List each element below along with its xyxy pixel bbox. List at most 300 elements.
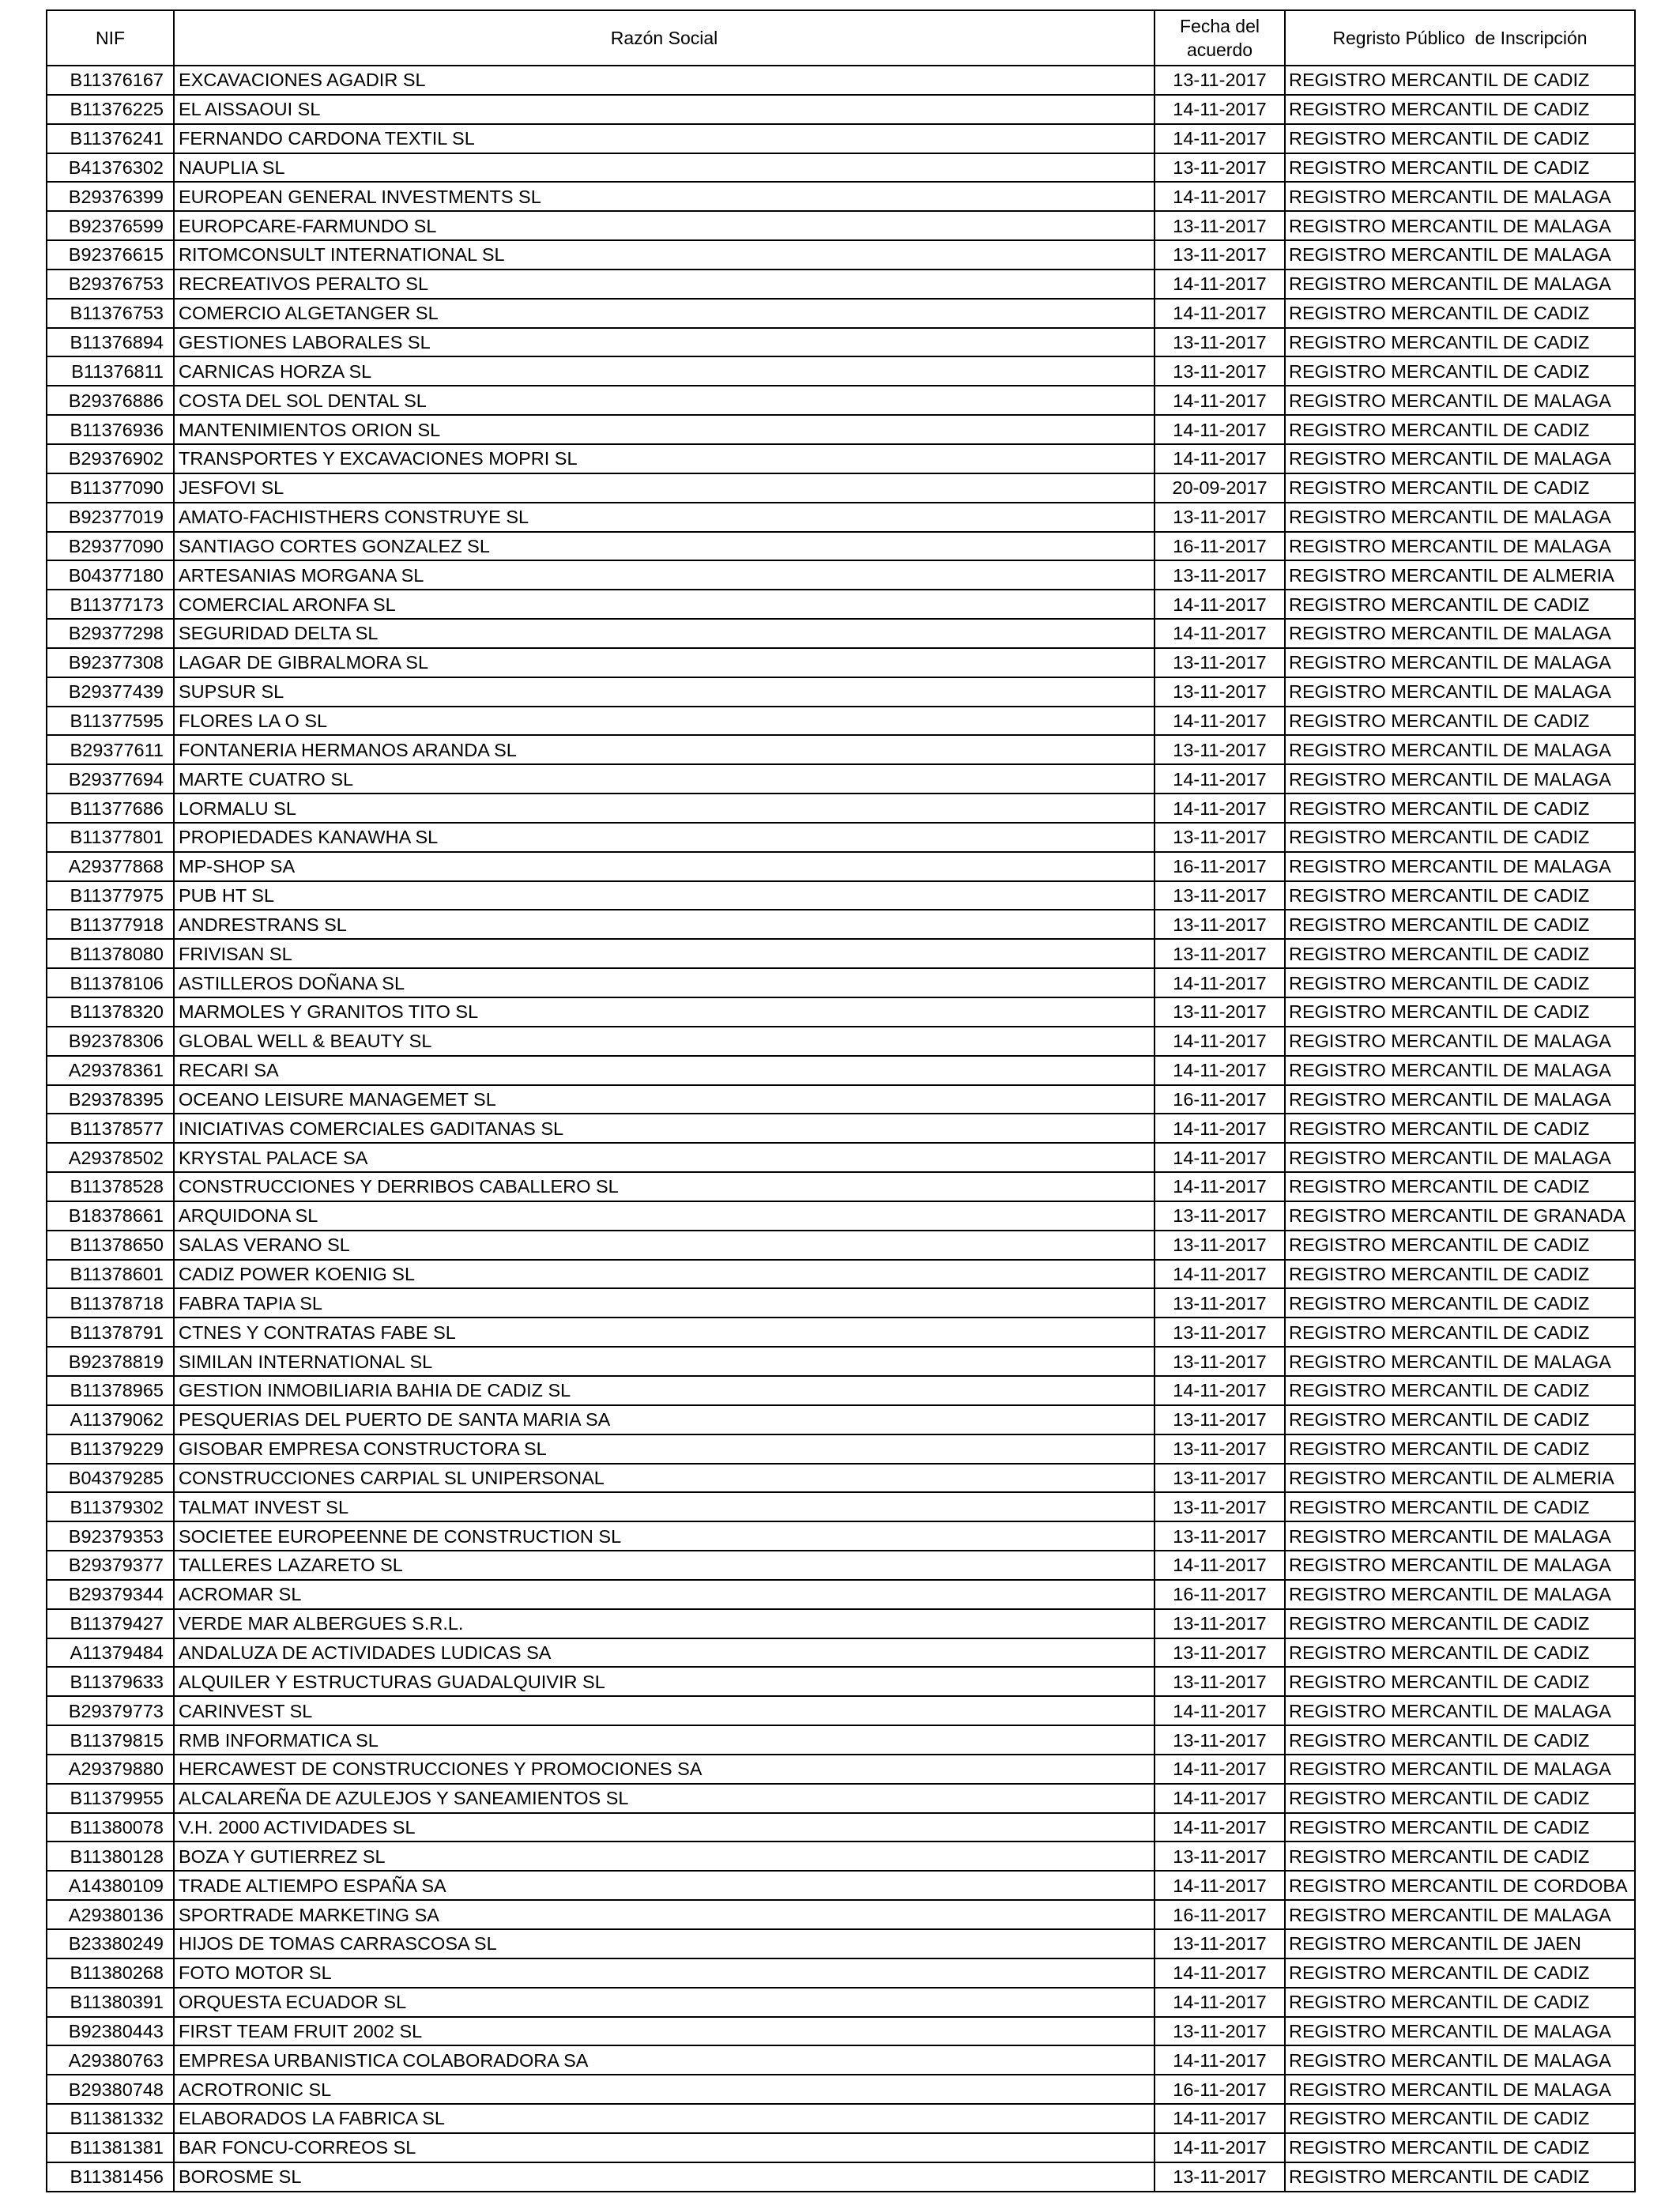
cell-nif: B11376225: [47, 95, 174, 124]
cell-registro: REGISTRO MERCANTIL DE MALAGA: [1285, 1347, 1635, 1376]
table-row: [47, 910, 1635, 939]
cell-registro: REGISTRO MERCANTIL DE MALAGA: [1285, 503, 1635, 532]
cell-razon-social: SOCIETEE EUROPEENNE DE CONSTRUCTION SL: [174, 1521, 1155, 1551]
cell-razon-social: LAGAR DE GIBRALMORA SL: [174, 648, 1155, 677]
cell-fecha: 13-11-2017: [1155, 1201, 1285, 1231]
cell-fecha: 13-11-2017: [1155, 881, 1285, 910]
table-row: [47, 1958, 1635, 1988]
cell-razon-social: CONSTRUCCIONES CARPIAL SL UNIPERSONAL: [174, 1464, 1155, 1493]
cell-nif: B41376302: [47, 153, 174, 183]
cell-nif: B29380748: [47, 2075, 174, 2104]
cell-fecha: 13-11-2017: [1155, 823, 1285, 852]
cell-fecha: 13-11-2017: [1155, 153, 1285, 183]
cell-fecha: 14-11-2017: [1155, 1114, 1285, 1143]
cell-registro: REGISTRO MERCANTIL DE MALAGA: [1285, 764, 1635, 794]
cell-registro: REGISTRO MERCANTIL DE CADIZ: [1285, 1609, 1635, 1638]
cell-registro: REGISTRO MERCANTIL DE MALAGA: [1285, 2045, 1635, 2075]
cell-razon-social: GISOBAR EMPRESA CONSTRUCTORA SL: [174, 1434, 1155, 1464]
table-row: [47, 1288, 1635, 1318]
cell-registro: REGISTRO MERCANTIL DE CADIZ: [1285, 299, 1635, 328]
cell-nif: B11379815: [47, 1725, 174, 1755]
table-row: [47, 444, 1635, 473]
table-row: [47, 1434, 1635, 1464]
cell-razon-social: COMERCIAL ARONFA SL: [174, 590, 1155, 619]
cell-fecha: 14-11-2017: [1155, 1871, 1285, 1900]
table-row: [47, 2075, 1635, 2104]
cell-razon-social: EUROPCARE-FARMUNDO SL: [174, 211, 1155, 240]
table-row: [47, 415, 1635, 444]
cell-nif: B11378577: [47, 1114, 174, 1143]
cell-fecha: 13-11-2017: [1155, 677, 1285, 707]
cell-registro: REGISTRO MERCANTIL DE CADIZ: [1285, 2133, 1635, 2162]
cell-fecha: 14-11-2017: [1155, 707, 1285, 736]
cell-razon-social: EXCAVACIONES AGADIR SL: [174, 66, 1155, 95]
cell-fecha: 14-11-2017: [1155, 299, 1285, 328]
cell-razon-social: FOTO MOTOR SL: [174, 1958, 1155, 1988]
table-row: [47, 590, 1635, 619]
cell-registro: REGISTRO MERCANTIL DE CADIZ: [1285, 794, 1635, 823]
cell-fecha: 14-11-2017: [1155, 444, 1285, 473]
cell-nif: B11377918: [47, 910, 174, 939]
table-row: [47, 1492, 1635, 1521]
cell-nif: B11376811: [47, 356, 174, 386]
cell-nif: A29378502: [47, 1143, 174, 1172]
cell-registro: REGISTRO MERCANTIL DE CADIZ: [1285, 1492, 1635, 1521]
cell-fecha: 13-11-2017: [1155, 1464, 1285, 1493]
cell-razon-social: HERCAWEST DE CONSTRUCCIONES Y PROMOCIONES SA: [174, 1755, 1155, 1784]
cell-registro: REGISTRO MERCANTIL DE CADIZ: [1285, 1405, 1635, 1434]
cell-fecha: 14-11-2017: [1155, 270, 1285, 299]
table-row: [47, 735, 1635, 764]
cell-fecha: 14-11-2017: [1155, 1813, 1285, 1842]
cell-nif: B92378819: [47, 1347, 174, 1376]
cell-registro: REGISTRO MERCANTIL DE MALAGA: [1285, 182, 1635, 211]
table-row: [47, 619, 1635, 648]
cell-fecha: 14-11-2017: [1155, 764, 1285, 794]
cell-registro: REGISTRO MERCANTIL DE ALMERIA: [1285, 1464, 1635, 1493]
cell-nif: A14380109: [47, 1871, 174, 1900]
cell-nif: B11381332: [47, 2104, 174, 2133]
cell-razon-social: COSTA DEL SOL DENTAL SL: [174, 386, 1155, 415]
cell-razon-social: RMB INFORMATICA SL: [174, 1725, 1155, 1755]
cell-fecha: 16-11-2017: [1155, 1900, 1285, 1929]
cell-fecha: 13-11-2017: [1155, 328, 1285, 357]
cell-nif: A29377868: [47, 852, 174, 881]
cell-fecha: 13-11-2017: [1155, 1405, 1285, 1434]
cell-nif: B11379955: [47, 1784, 174, 1813]
cell-nif: B11376241: [47, 124, 174, 153]
cell-fecha: 14-11-2017: [1155, 182, 1285, 211]
cell-razon-social: FLORES LA O SL: [174, 707, 1155, 736]
table-row: [47, 328, 1635, 357]
cell-razon-social: EMPRESA URBANISTICA COLABORADORA SA: [174, 2045, 1155, 2075]
cell-registro: REGISTRO MERCANTIL DE MALAGA: [1285, 444, 1635, 473]
cell-fecha: 14-11-2017: [1155, 95, 1285, 124]
cell-nif: B11376753: [47, 299, 174, 328]
cell-registro: REGISTRO MERCANTIL DE CADIZ: [1285, 939, 1635, 968]
cell-nif: B11378528: [47, 1172, 174, 1201]
table-row: [47, 1085, 1635, 1114]
table-row: [47, 182, 1635, 211]
header-fecha-acuerdo: Fecha del acuerdo: [1155, 10, 1285, 66]
cell-razon-social: CONSTRUCCIONES Y DERRIBOS CABALLERO SL: [174, 1172, 1155, 1201]
table-row: [47, 1696, 1635, 1725]
cell-fecha: 14-11-2017: [1155, 1696, 1285, 1725]
table-row: [47, 1027, 1635, 1056]
cell-nif: B18378661: [47, 1201, 174, 1231]
cell-razon-social: ANDALUZA DE ACTIVIDADES LUDICAS SA: [174, 1638, 1155, 1668]
cell-nif: B92377019: [47, 503, 174, 532]
cell-razon-social: ASTILLEROS DOÑANA SL: [174, 968, 1155, 997]
table-row: [47, 1521, 1635, 1551]
cell-fecha: 13-11-2017: [1155, 1288, 1285, 1318]
cell-fecha: 14-11-2017: [1155, 1027, 1285, 1056]
cell-razon-social: MP-SHOP SA: [174, 852, 1155, 881]
table-row: [47, 707, 1635, 736]
registry-table: [46, 9, 1636, 2192]
cell-fecha: 14-11-2017: [1155, 2045, 1285, 2075]
table-row: [47, 1260, 1635, 1289]
cell-razon-social: MARMOLES Y GRANITOS TITO SL: [174, 997, 1155, 1027]
cell-nif: B92378306: [47, 1027, 174, 1056]
cell-fecha: 13-11-2017: [1155, 2017, 1285, 2046]
cell-registro: REGISTRO MERCANTIL DE CADIZ: [1285, 1988, 1635, 2017]
table-row: [47, 1784, 1635, 1813]
cell-fecha: 20-09-2017: [1155, 473, 1285, 503]
cell-fecha: 13-11-2017: [1155, 356, 1285, 386]
cell-registro: REGISTRO MERCANTIL DE CADIZ: [1285, 1288, 1635, 1318]
cell-registro: REGISTRO MERCANTIL DE CADIZ: [1285, 95, 1635, 124]
cell-nif: B29377694: [47, 764, 174, 794]
cell-razon-social: MARTE CUATRO SL: [174, 764, 1155, 794]
cell-razon-social: ORQUESTA ECUADOR SL: [174, 1988, 1155, 2017]
cell-registro: REGISTRO MERCANTIL DE MALAGA: [1285, 677, 1635, 707]
cell-razon-social: EL AISSAOUI SL: [174, 95, 1155, 124]
cell-razon-social: SALAS VERANO SL: [174, 1231, 1155, 1260]
table-row: [47, 1405, 1635, 1434]
cell-razon-social: SPORTRADE MARKETING SA: [174, 1900, 1155, 1929]
table-row: [47, 1842, 1635, 1871]
cell-registro: REGISTRO MERCANTIL DE MALAGA: [1285, 1143, 1635, 1172]
table-row: [47, 1871, 1635, 1900]
table-row: [47, 794, 1635, 823]
cell-fecha: 16-11-2017: [1155, 852, 1285, 881]
cell-nif: B04377180: [47, 560, 174, 590]
cell-registro: REGISTRO MERCANTIL DE CADIZ: [1285, 707, 1635, 736]
cell-nif: B11377801: [47, 823, 174, 852]
cell-razon-social: NAUPLIA SL: [174, 153, 1155, 183]
cell-registro: REGISTRO MERCANTIL DE CADIZ: [1285, 968, 1635, 997]
header-nif: NIF: [47, 10, 174, 66]
cell-razon-social: FIRST TEAM FRUIT 2002 SL: [174, 2017, 1155, 2046]
cell-nif: B11378320: [47, 997, 174, 1027]
cell-razon-social: MANTENIMIENTOS ORION SL: [174, 415, 1155, 444]
table-row: [47, 1056, 1635, 1085]
table-row: [47, 1201, 1635, 1231]
table-row: [47, 503, 1635, 532]
table-row: [47, 299, 1635, 328]
cell-fecha: 14-11-2017: [1155, 386, 1285, 415]
table-row: [47, 764, 1635, 794]
cell-registro: REGISTRO MERCANTIL DE ALMERIA: [1285, 560, 1635, 590]
cell-fecha: 14-11-2017: [1155, 1056, 1285, 1085]
cell-registro: REGISTRO MERCANTIL DE CADIZ: [1285, 1318, 1635, 1347]
cell-nif: B11378080: [47, 939, 174, 968]
cell-fecha: 16-11-2017: [1155, 1580, 1285, 1609]
cell-fecha: 13-11-2017: [1155, 735, 1285, 764]
table-row: [47, 1114, 1635, 1143]
cell-registro: REGISTRO MERCANTIL DE MALAGA: [1285, 1755, 1635, 1784]
table-row: [47, 211, 1635, 240]
table-row: [47, 473, 1635, 503]
cell-registro: REGISTRO MERCANTIL DE CADIZ: [1285, 1638, 1635, 1668]
cell-razon-social: ELABORADOS LA FABRICA SL: [174, 2104, 1155, 2133]
cell-fecha: 13-11-2017: [1155, 939, 1285, 968]
cell-nif: B11379302: [47, 1492, 174, 1521]
cell-registro: REGISTRO MERCANTIL DE MALAGA: [1285, 386, 1635, 415]
cell-registro: REGISTRO MERCANTIL DE MALAGA: [1285, 1521, 1635, 1551]
table-row: [47, 1580, 1635, 1609]
cell-fecha: 13-11-2017: [1155, 503, 1285, 532]
cell-razon-social: SUPSUR SL: [174, 677, 1155, 707]
cell-nif: B11377173: [47, 590, 174, 619]
cell-registro: REGISTRO MERCANTIL DE CADIZ: [1285, 356, 1635, 386]
cell-nif: B29379773: [47, 1696, 174, 1725]
cell-fecha: 14-11-2017: [1155, 124, 1285, 153]
table-row: [47, 1609, 1635, 1638]
cell-fecha: 13-11-2017: [1155, 1929, 1285, 1958]
cell-fecha: 13-11-2017: [1155, 1667, 1285, 1696]
cell-fecha: 14-11-2017: [1155, 2104, 1285, 2133]
cell-nif: B11380268: [47, 1958, 174, 1988]
cell-nif: B92377308: [47, 648, 174, 677]
cell-razon-social: PUB HT SL: [174, 881, 1155, 910]
table-row: [47, 560, 1635, 590]
cell-fecha: 14-11-2017: [1155, 1260, 1285, 1289]
cell-nif: B11377090: [47, 473, 174, 503]
table-row: [47, 66, 1635, 95]
table-row: [47, 1929, 1635, 1958]
cell-razon-social: TRADE ALTIEMPO ESPAÑA SA: [174, 1871, 1155, 1900]
cell-registro: REGISTRO MERCANTIL DE CADIZ: [1285, 881, 1635, 910]
cell-registro: REGISTRO MERCANTIL DE CADIZ: [1285, 473, 1635, 503]
table-row: [47, 124, 1635, 153]
cell-registro: REGISTRO MERCANTIL DE MALAGA: [1285, 1900, 1635, 1929]
cell-nif: B11376894: [47, 328, 174, 357]
table-row: [47, 2162, 1635, 2192]
cell-nif: B92376599: [47, 211, 174, 240]
cell-nif: A11379062: [47, 1405, 174, 1434]
cell-nif: A11379484: [47, 1638, 174, 1668]
table-row: [47, 2045, 1635, 2075]
cell-nif: B23380249: [47, 1929, 174, 1958]
table-row: [47, 532, 1635, 561]
cell-registro: REGISTRO MERCANTIL DE MALAGA: [1285, 2017, 1635, 2046]
table-row: [47, 2104, 1635, 2133]
table-row: [47, 356, 1635, 386]
cell-fecha: 14-11-2017: [1155, 1988, 1285, 2017]
cell-registro: REGISTRO MERCANTIL DE CORDOBA: [1285, 1871, 1635, 1900]
cell-nif: A29379880: [47, 1755, 174, 1784]
cell-razon-social: PROPIEDADES KANAWHA SL: [174, 823, 1155, 852]
cell-razon-social: GESTION INMOBILIARIA BAHIA DE CADIZ SL: [174, 1376, 1155, 1405]
cell-razon-social: SIMILAN INTERNATIONAL SL: [174, 1347, 1155, 1376]
table-row: [47, 153, 1635, 183]
cell-razon-social: FABRA TAPIA SL: [174, 1288, 1155, 1318]
table-row: [47, 2133, 1635, 2162]
cell-registro: REGISTRO MERCANTIL DE MALAGA: [1285, 1027, 1635, 1056]
cell-fecha: 14-11-2017: [1155, 1143, 1285, 1172]
cell-nif: B11377686: [47, 794, 174, 823]
cell-nif: B11379633: [47, 1667, 174, 1696]
cell-fecha: 13-11-2017: [1155, 66, 1285, 95]
table-row: [47, 823, 1635, 852]
cell-registro: REGISTRO MERCANTIL DE MALAGA: [1285, 1551, 1635, 1580]
cell-razon-social: ANDRESTRANS SL: [174, 910, 1155, 939]
cell-nif: B11380078: [47, 1813, 174, 1842]
table-row: [47, 240, 1635, 270]
table-row: [47, 270, 1635, 299]
cell-registro: REGISTRO MERCANTIL DE CADIZ: [1285, 415, 1635, 444]
cell-fecha: 14-11-2017: [1155, 415, 1285, 444]
cell-registro: REGISTRO MERCANTIL DE CADIZ: [1285, 1260, 1635, 1289]
table-row: [47, 2017, 1635, 2046]
cell-razon-social: RITOMCONSULT INTERNATIONAL SL: [174, 240, 1155, 270]
cell-fecha: 13-11-2017: [1155, 560, 1285, 590]
cell-razon-social: CARNICAS HORZA SL: [174, 356, 1155, 386]
cell-razon-social: V.H. 2000 ACTIVIDADES SL: [174, 1813, 1155, 1842]
cell-nif: B11380128: [47, 1842, 174, 1871]
cell-razon-social: FERNANDO CARDONA TEXTIL SL: [174, 124, 1155, 153]
table-row: [47, 1464, 1635, 1493]
cell-razon-social: KRYSTAL PALACE SA: [174, 1143, 1155, 1172]
cell-nif: B11376936: [47, 415, 174, 444]
cell-razon-social: ALQUILER Y ESTRUCTURAS GUADALQUIVIR SL: [174, 1667, 1155, 1696]
cell-registro: REGISTRO MERCANTIL DE CADIZ: [1285, 66, 1635, 95]
cell-fecha: 14-11-2017: [1155, 968, 1285, 997]
cell-razon-social: ACROMAR SL: [174, 1580, 1155, 1609]
table-row: [47, 1638, 1635, 1668]
cell-fecha: 14-11-2017: [1155, 590, 1285, 619]
cell-nif: B29377090: [47, 532, 174, 561]
cell-nif: B11379229: [47, 1434, 174, 1464]
table-row: [47, 1667, 1635, 1696]
cell-razon-social: LORMALU SL: [174, 794, 1155, 823]
cell-fecha: 16-11-2017: [1155, 2075, 1285, 2104]
cell-razon-social: COMERCIO ALGETANGER SL: [174, 299, 1155, 328]
cell-razon-social: CTNES Y CONTRATAS FABE SL: [174, 1318, 1155, 1347]
cell-nif: B11378106: [47, 968, 174, 997]
cell-razon-social: TALLERES LAZARETO SL: [174, 1551, 1155, 1580]
table-row: [47, 1143, 1635, 1172]
header-row: [47, 10, 1635, 66]
cell-razon-social: FONTANERIA HERMANOS ARANDA SL: [174, 735, 1155, 764]
cell-nif: B29376753: [47, 270, 174, 299]
table-row: [47, 997, 1635, 1027]
cell-razon-social: OCEANO LEISURE MANAGEMET SL: [174, 1085, 1155, 1114]
cell-fecha: 13-11-2017: [1155, 1492, 1285, 1521]
cell-razon-social: JESFOVI SL: [174, 473, 1155, 503]
cell-razon-social: FRIVISAN SL: [174, 939, 1155, 968]
header-registro: Regristo Público de Inscripción: [1285, 10, 1635, 66]
cell-nif: B04379285: [47, 1464, 174, 1493]
table-row: [47, 95, 1635, 124]
cell-registro: REGISTRO MERCANTIL DE CADIZ: [1285, 823, 1635, 852]
cell-razon-social: ALCALAREÑA DE AZULEJOS Y SANEAMIENTOS SL: [174, 1784, 1155, 1813]
cell-registro: REGISTRO MERCANTIL DE MALAGA: [1285, 211, 1635, 240]
cell-razon-social: AMATO-FACHISTHERS CONSTRUYE SL: [174, 503, 1155, 532]
cell-registro: REGISTRO MERCANTIL DE MALAGA: [1285, 240, 1635, 270]
cell-nif: B92380443: [47, 2017, 174, 2046]
cell-nif: B92376615: [47, 240, 174, 270]
table-row: [47, 677, 1635, 707]
cell-razon-social: BOZA Y GUTIERREZ SL: [174, 1842, 1155, 1871]
cell-nif: B29376886: [47, 386, 174, 415]
cell-registro: REGISTRO MERCANTIL DE CADIZ: [1285, 2104, 1635, 2133]
cell-nif: B29376399: [47, 182, 174, 211]
cell-nif: A29380763: [47, 2045, 174, 2075]
cell-razon-social: GLOBAL WELL & BEAUTY SL: [174, 1027, 1155, 1056]
cell-razon-social: PESQUERIAS DEL PUERTO DE SANTA MARIA SA: [174, 1405, 1155, 1434]
cell-registro: REGISTRO MERCANTIL DE CADIZ: [1285, 1725, 1635, 1755]
cell-nif: B29378395: [47, 1085, 174, 1114]
cell-razon-social: CARINVEST SL: [174, 1696, 1155, 1725]
cell-nif: B11377595: [47, 707, 174, 736]
cell-razon-social: BAR FONCU-CORREOS SL: [174, 2133, 1155, 2162]
cell-registro: REGISTRO MERCANTIL DE MALAGA: [1285, 735, 1635, 764]
cell-registro: REGISTRO MERCANTIL DE CADIZ: [1285, 1114, 1635, 1143]
table-row: [47, 1755, 1635, 1784]
cell-razon-social: SANTIAGO CORTES GONZALEZ SL: [174, 532, 1155, 561]
table-row: [47, 1900, 1635, 1929]
table-row: [47, 852, 1635, 881]
cell-fecha: 14-11-2017: [1155, 1551, 1285, 1580]
table-row: [47, 881, 1635, 910]
cell-registro: REGISTRO MERCANTIL DE MALAGA: [1285, 2075, 1635, 2104]
cell-registro: REGISTRO MERCANTIL DE CADIZ: [1285, 1172, 1635, 1201]
cell-fecha: 13-11-2017: [1155, 1521, 1285, 1551]
cell-razon-social: RECARI SA: [174, 1056, 1155, 1085]
cell-nif: B29379377: [47, 1551, 174, 1580]
cell-fecha: 14-11-2017: [1155, 1376, 1285, 1405]
cell-nif: B29376902: [47, 444, 174, 473]
table-row: [47, 1347, 1635, 1376]
cell-registro: REGISTRO MERCANTIL DE MALAGA: [1285, 1580, 1635, 1609]
cell-razon-social: INICIATIVAS COMERCIALES GADITANAS SL: [174, 1114, 1155, 1143]
cell-fecha: 13-11-2017: [1155, 1434, 1285, 1464]
cell-fecha: 14-11-2017: [1155, 619, 1285, 648]
cell-registro: REGISTRO MERCANTIL DE MALAGA: [1285, 852, 1635, 881]
cell-registro: REGISTRO MERCANTIL DE GRANADA: [1285, 1201, 1635, 1231]
cell-razon-social: EUROPEAN GENERAL INVESTMENTS SL: [174, 182, 1155, 211]
cell-nif: A29378361: [47, 1056, 174, 1085]
cell-registro: REGISTRO MERCANTIL DE CADIZ: [1285, 590, 1635, 619]
cell-registro: REGISTRO MERCANTIL DE JAEN: [1285, 1929, 1635, 1958]
cell-fecha: 14-11-2017: [1155, 1172, 1285, 1201]
table-row: [47, 1376, 1635, 1405]
cell-razon-social: RECREATIVOS PERALTO SL: [174, 270, 1155, 299]
cell-nif: B11378965: [47, 1376, 174, 1405]
cell-fecha: 13-11-2017: [1155, 1638, 1285, 1668]
cell-razon-social: HIJOS DE TOMAS CARRASCOSA SL: [174, 1929, 1155, 1958]
table-row: [47, 1988, 1635, 2017]
cell-registro: REGISTRO MERCANTIL DE MALAGA: [1285, 1085, 1635, 1114]
cell-fecha: 14-11-2017: [1155, 1784, 1285, 1813]
cell-razon-social: TRANSPORTES Y EXCAVACIONES MOPRI SL: [174, 444, 1155, 473]
cell-nif: B11378718: [47, 1288, 174, 1318]
cell-registro: REGISTRO MERCANTIL DE CADIZ: [1285, 1784, 1635, 1813]
cell-nif: B29377439: [47, 677, 174, 707]
